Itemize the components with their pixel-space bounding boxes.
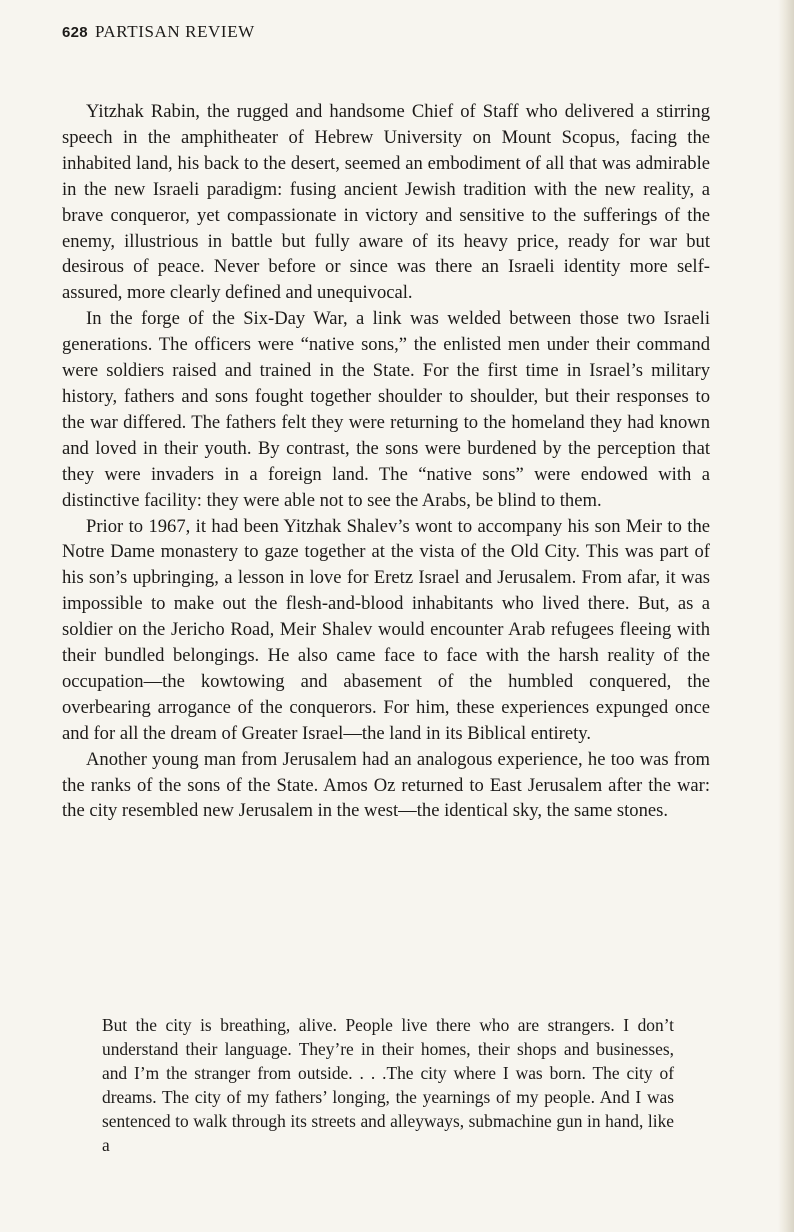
paragraph-rabin: Yitzhak Rabin, the rugged and handsome Chief of Staff who delivered a stirring speech in the amphitheater of Hebrew University on Mount Scopus, facing the inhabited land, his back to the desert, seemed an embodiment of all that was admirable in the new Israeli paradigm: fusing ancient Jewish tradition with the new reality, a brave conqueror, yet compassionate in victory and sensitive to the sufferings of the enemy, illustrious in battle but fully aware of its heavy price, ready for war but desirous of peace. Never before or since was there an Israeli identity more self-assured, more clearly defined and unequivocal. [62, 101, 710, 304]
page-edge-shadow [778, 0, 794, 1232]
article-body [62, 99, 710, 824]
block-quote-text: But the city is breathing, alive. People live there who are strangers. I don’t understand their language. They’re in their homes, their shops and businesses, and I’m the stranger from outside. . . .The city where I was born. The city of dreams. The city of my fathers’ longing, the yearnings of my people. And I was sentenced to walk through its streets and alleyways, submachine gun in hand, like a [102, 1015, 674, 1156]
paragraph-shalev: Prior to 1967, it had been Yitzhak Shalev’s wont to accompany his son Meir to the Notre Dame monastery to gaze together at the vista of the Old City. This was part of his son’s upbringing, a lesson in love for Eretz Israel and Jerusalem. From afar, it was impossible to make out the flesh-and-blood inhabitants who lived there. But, as a soldier on the Jericho Road, Meir Shalev would encounter Arab refugees fleeing with their bundled belongings. He also came face to face with the harsh reality of the occupation—the kowtowing and abasement of the humbled conquered, the overbearing arrogance of the conquerors. For him, these experiences expunged once and for all the dream of Greater Israel—the land in its Biblical entirety. [62, 515, 710, 744]
page-number: 628 [62, 24, 88, 41]
paragraph-amos-oz: Another young man from Jerusalem had an analogous experience, he too was from the ranks of the sons of the State. Amos Oz returned to East Jerusalem after the war: the city resembled new Jerusalem in the west—the identical sky, the same stones. [62, 748, 710, 822]
journal-title: PARTISAN REVIEW [94, 22, 255, 41]
running-header [62, 22, 255, 42]
paragraph-six-day-war: In the forge of the Six-Day War, a link was welded between those two Israeli generations. The officers were “native sons,” the enlisted men under their command were soldiers raised and trained in the State. For the first time in Israel’s military history, fathers and sons fought together shoulder to shoulder, but their responses to the war differed. The fathers felt they were returning to the homeland they had known and loved in their youth. By contrast, the sons were burdened by the perception that they were invaders in a foreign land. The “native sons” were endowed with a distinctive facility: they were able not to see the Arabs, be blind to them. [62, 308, 710, 511]
block-quote [102, 1013, 674, 1158]
